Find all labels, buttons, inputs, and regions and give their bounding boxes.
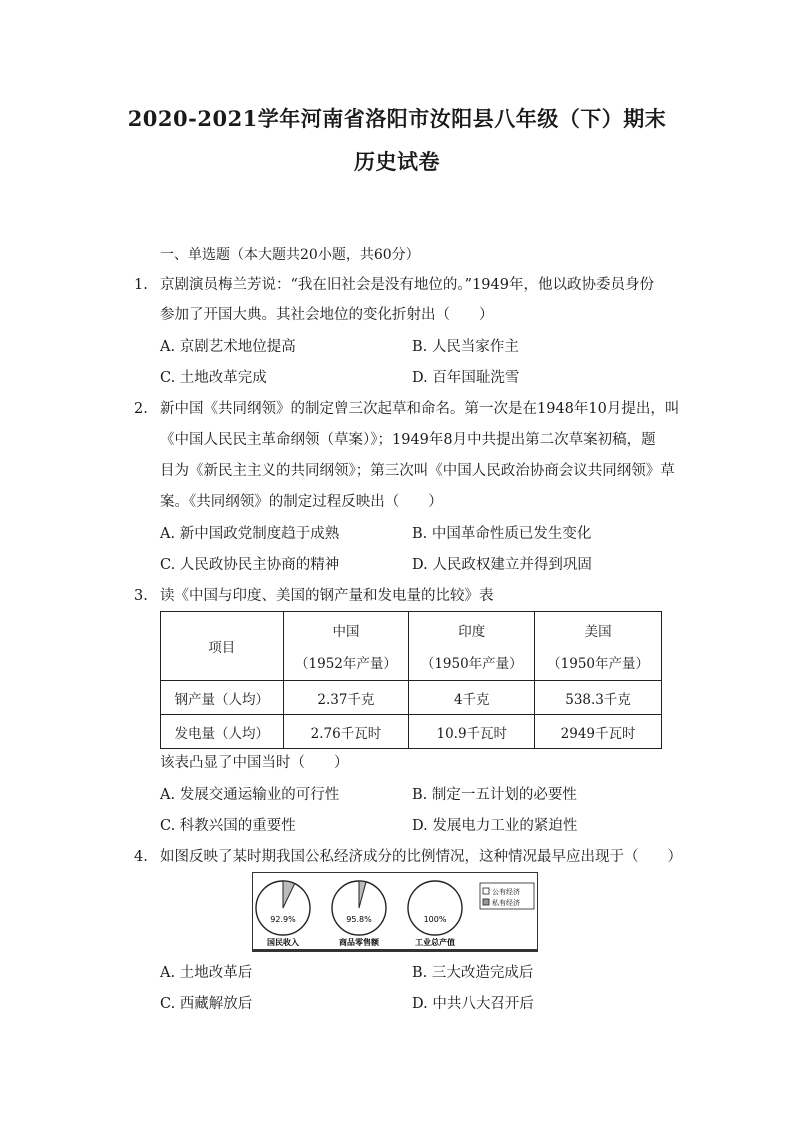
comparison-table [160,611,662,749]
option-b[interactable]: B. 中国革命性质已发生变化 [412,526,592,542]
pie-category-label: 工业总产值 [415,938,455,947]
pie-category-label: 商品零售额 [339,938,379,947]
question-text: 新中国《共同纲领》的制定曾三次起草和命名。第一次是在1948年10月提出，叫 [160,401,680,417]
table-header-cell [409,612,535,681]
legend-label: 公有经济 [492,888,520,896]
page-title-line2: 历史试卷 [354,149,440,174]
option-c[interactable]: C. 人民政协民主协商的精神 [160,557,340,573]
option-c[interactable]: C. 科教兴国的重要性 [160,818,296,834]
option-b[interactable]: B. 三大改造完成后 [412,965,534,981]
pie-charts [253,873,537,949]
question-text: 该表凸显了中国当时（ ） [160,755,349,771]
option-b[interactable]: B. 人民当家作主 [412,339,519,355]
option-d[interactable]: D. 中共八大召开后 [412,996,534,1012]
question-text: 参加了开国大典。其社会地位的变化折射出（ ） [160,307,494,323]
table-header-sub: （1950年产量） [547,656,650,672]
question-number: 1. [134,277,148,293]
option-b[interactable]: B. 制定一五计划的必要性 [412,787,577,803]
option-d[interactable]: D. 人民政权建立并得到巩固 [412,557,592,573]
question-text: 京剧演员梅兰芳说：“我在旧社会是没有地位的。”1949年，他以政协委员身份 [160,277,654,293]
table-row [161,681,662,715]
option-a[interactable]: A. 发展交通运输业的可行性 [160,787,340,803]
option-c[interactable]: C. 西藏解放后 [160,996,253,1012]
table-header-label: 印度 [458,624,486,640]
table-header-label: 美国 [584,624,612,640]
table-header-cell [283,612,409,681]
question-number: 3. [134,588,148,604]
legend-swatch [483,888,489,894]
legend-label: 私有经济 [492,899,520,907]
table-header-cell [535,612,662,681]
question-text: 读《中国与印度、美国的钢产量和发电量的比较》表 [160,588,494,604]
table-cell: 2.37千克 [283,681,409,715]
table-row [161,715,662,749]
table-header-label: 中国 [332,624,360,640]
table-cell: 10.9千瓦时 [409,715,535,749]
question-text: 案。《共同纲领》的制定过程反映出（ ） [160,494,443,510]
table-cell: 538.3千克 [535,681,662,715]
table-header-sub: （1950年产量） [420,656,523,672]
option-a[interactable]: A. 新中国政党制度趋于成熟 [160,526,340,542]
table-header-sub: （1952年产量） [295,656,397,672]
option-c[interactable]: C. 土地改革完成 [160,370,267,386]
page-title-line1: 2020-2021学年河南省洛阳市汝阳县八年级（下）期末 [127,106,667,131]
pie-circle [408,881,462,935]
pie-chart-figure [252,872,538,952]
question-text: 《中国人民民主革命纲领（草案）》；1949年8月中共提出第二次草案初稿，题 [160,432,656,448]
pie-category-label: 国民收入 [267,938,299,947]
legend-swatch [483,899,489,905]
question-text: 目为《新民主主义的共同纲领》；第三次叫《中国人民政治协商会议共同纲领》草 [160,463,675,479]
table-header-cell [161,612,284,681]
option-a[interactable]: A. 京剧艺术地位提高 [160,339,296,355]
table-cell: 钢产量（人均） [161,681,284,715]
table-cell: 发电量（人均） [161,715,284,749]
question-text: 如图反映了某时期我国公私经济成分的比例情况，这种情况最早应出现于（ ） [160,849,682,865]
pie-value-label: 92.9% [270,915,296,924]
pie-value-label: 95.8% [346,915,372,924]
question-number: 4. [134,849,148,865]
pie-value-label: 100% [423,915,447,924]
table-cell: 4千克 [409,681,535,715]
question-number: 2. [134,401,148,417]
option-d[interactable]: D. 百年国耻洗雪 [412,370,520,386]
option-a[interactable]: A. 土地改革后 [160,965,253,981]
table-header-label: 项目 [208,640,236,656]
table-cell: 2949千瓦时 [535,715,662,749]
section-heading: 一、单选题（本大题共20小题，共60分） [160,247,420,263]
table-cell: 2.76千瓦时 [283,715,409,749]
option-d[interactable]: D. 发展电力工业的紧迫性 [412,818,578,834]
